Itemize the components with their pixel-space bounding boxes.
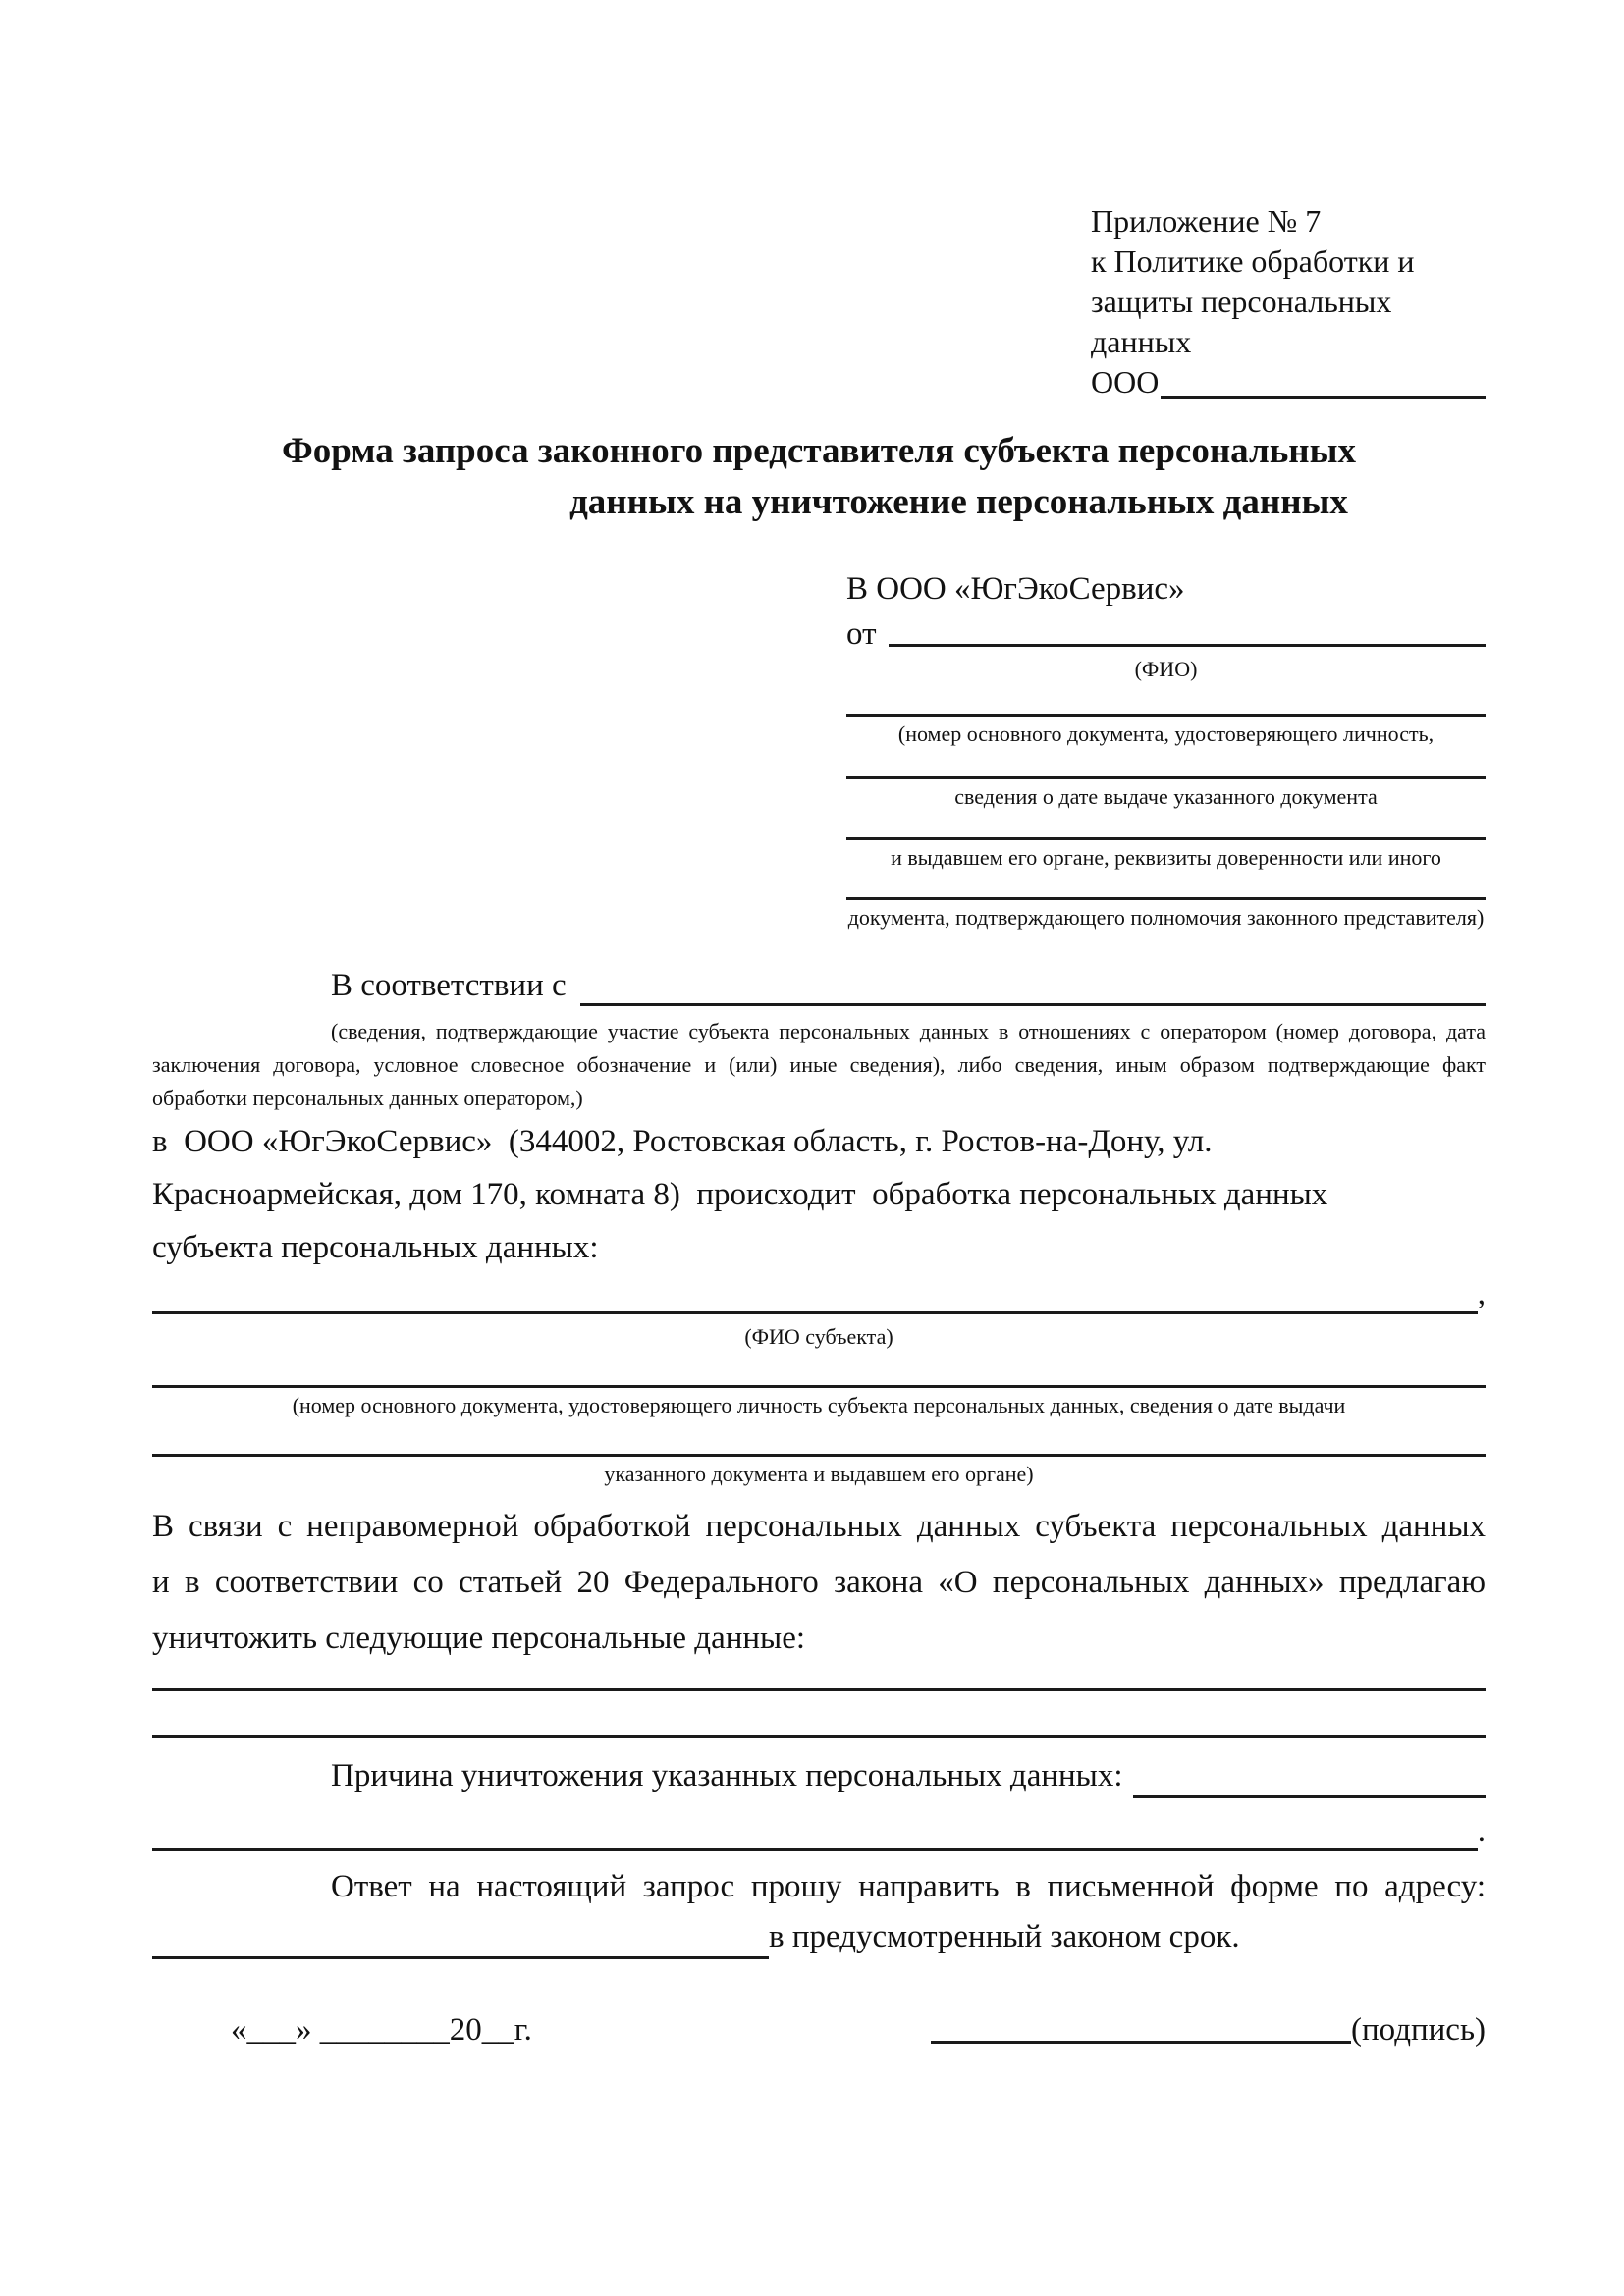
operator-paragraph-line-1: в ООО «ЮгЭкоСервис» (344002, Ростовская область, г. Ростов-на-Дону, ул. xyxy=(152,1124,1213,1159)
reply-address-row xyxy=(152,1919,1486,1964)
date-field: «___» ________20__г. xyxy=(231,2012,532,2048)
form-title xyxy=(152,426,1486,528)
reason-period: . xyxy=(1477,1813,1486,1848)
according-blank-field xyxy=(580,968,1486,1006)
operator-paragraph-line-3: субъекта персональных данных: xyxy=(152,1230,599,1265)
according-hint-line-3: обработки персональных данных оператором,) xyxy=(152,1086,583,1110)
representative-doc-caption-3: и выдавшем его органе, реквизиты доверенности или иного xyxy=(891,845,1441,870)
reply-tail: в предусмотренный законом срок. xyxy=(769,1919,1240,1954)
ooo-blank-field xyxy=(1161,362,1486,399)
annex-line-2: к Политике обработки и xyxy=(1091,243,1415,279)
subject-doc-caption-2: указанного документа и выдавшем его органе) xyxy=(604,1462,1034,1486)
reason-row xyxy=(152,1758,1486,1803)
personal-data-blank-field-2 xyxy=(152,1735,1486,1738)
subject-doc-caption-1: (номер основного документа, удостоверяющего личность субъекта персональных данных, сведения о дате выдачи xyxy=(292,1393,1346,1417)
reason-continuation-row xyxy=(152,1813,1486,1856)
annex-ooo-row xyxy=(1091,362,1486,402)
from-label: от xyxy=(846,616,877,652)
form-title-line-1: Форма запроса законного представителя субъекта персональных xyxy=(281,431,1356,471)
addressee-company: В ООО «ЮгЭкоСервис» xyxy=(846,571,1185,607)
annex-block xyxy=(1091,201,1486,402)
footer-row xyxy=(152,2003,1486,2049)
annex-line-3: защиты персональных данных xyxy=(1091,284,1392,359)
according-hint-line-2: заключения договора, условное словесное обозначение и (или) иные сведения), либо сведения, иным образом подтверждающие факт xyxy=(152,1052,1486,1077)
subject-fio-caption: (ФИО субъекта) xyxy=(744,1324,893,1349)
according-hint xyxy=(152,1015,1486,1115)
destroy-paragraph xyxy=(152,1499,1486,1667)
subject-fio-row xyxy=(152,1276,1486,1319)
subject-doc-blank-field-2 xyxy=(152,1454,1486,1457)
destroy-paragraph-line-3: уничтожить следующие персональные данные: xyxy=(152,1621,806,1656)
signature-caption: (подпись) xyxy=(1351,2012,1486,2048)
subject-fio-comma: , xyxy=(1477,1276,1486,1311)
representative-doc-blank-field-4 xyxy=(846,897,1486,900)
destroy-paragraph-line-1: В связи с неправомерной обработкой персональных данных субъекта персональных данных xyxy=(152,1509,1486,1544)
destroy-paragraph-line-2: и в соответствии со статьей 20 Федерального закона «О персональных данных» предлагаю xyxy=(152,1565,1486,1600)
representative-doc-caption-4: документа, подтверждающего полномочия законного представителя) xyxy=(847,905,1485,930)
from-blank-field xyxy=(889,616,1487,647)
signature-blank-field xyxy=(931,2012,1351,2044)
representative-doc-blank-field-2 xyxy=(846,776,1486,779)
operator-paragraph-line-2: Красноармейская, дом 170, комната 8) происходит обработка персональных данных xyxy=(152,1177,1328,1212)
according-row xyxy=(152,968,1486,1011)
address-blank-field xyxy=(152,1919,769,1959)
subject-fio-blank-field xyxy=(152,1276,1478,1314)
according-hint-line-1: (сведения, подтверждающие участие субъекта персональных данных в отношениях с оператором (номер договора, дата xyxy=(331,1019,1486,1043)
representative-doc-caption-2: сведения о дате выдаче указанного документа xyxy=(954,784,1378,809)
reason-continuation-blank-field xyxy=(152,1813,1478,1851)
representative-doc-blank-field-3 xyxy=(846,837,1486,840)
reply-paragraph: Ответ на настоящий запрос прошу направить в письменной форме по адресу: xyxy=(331,1869,1486,1904)
personal-data-blank-field-1 xyxy=(152,1688,1486,1691)
reason-label: Причина уничтожения указанных персональных данных: xyxy=(331,1758,1123,1793)
reason-blank-field xyxy=(1133,1758,1486,1798)
representative-doc-blank-field-1 xyxy=(846,714,1486,717)
form-title-line-2: данных на уничтожение персональных данных xyxy=(569,482,1348,522)
addressee-block xyxy=(846,567,1486,933)
signature-block xyxy=(931,2012,1486,2049)
ooo-label: ООО xyxy=(1091,364,1160,400)
subject-doc-blank-field-1 xyxy=(152,1385,1486,1388)
annex-line-1: Приложение № 7 xyxy=(1091,203,1322,239)
representative-doc-caption-1: (номер основного документа, удостоверяющего личность, xyxy=(897,721,1435,746)
operator-paragraph xyxy=(152,1115,1486,1274)
fio-caption: (ФИО) xyxy=(1134,657,1198,681)
according-label: В соответствии с xyxy=(331,968,567,1003)
from-row xyxy=(846,616,1486,652)
